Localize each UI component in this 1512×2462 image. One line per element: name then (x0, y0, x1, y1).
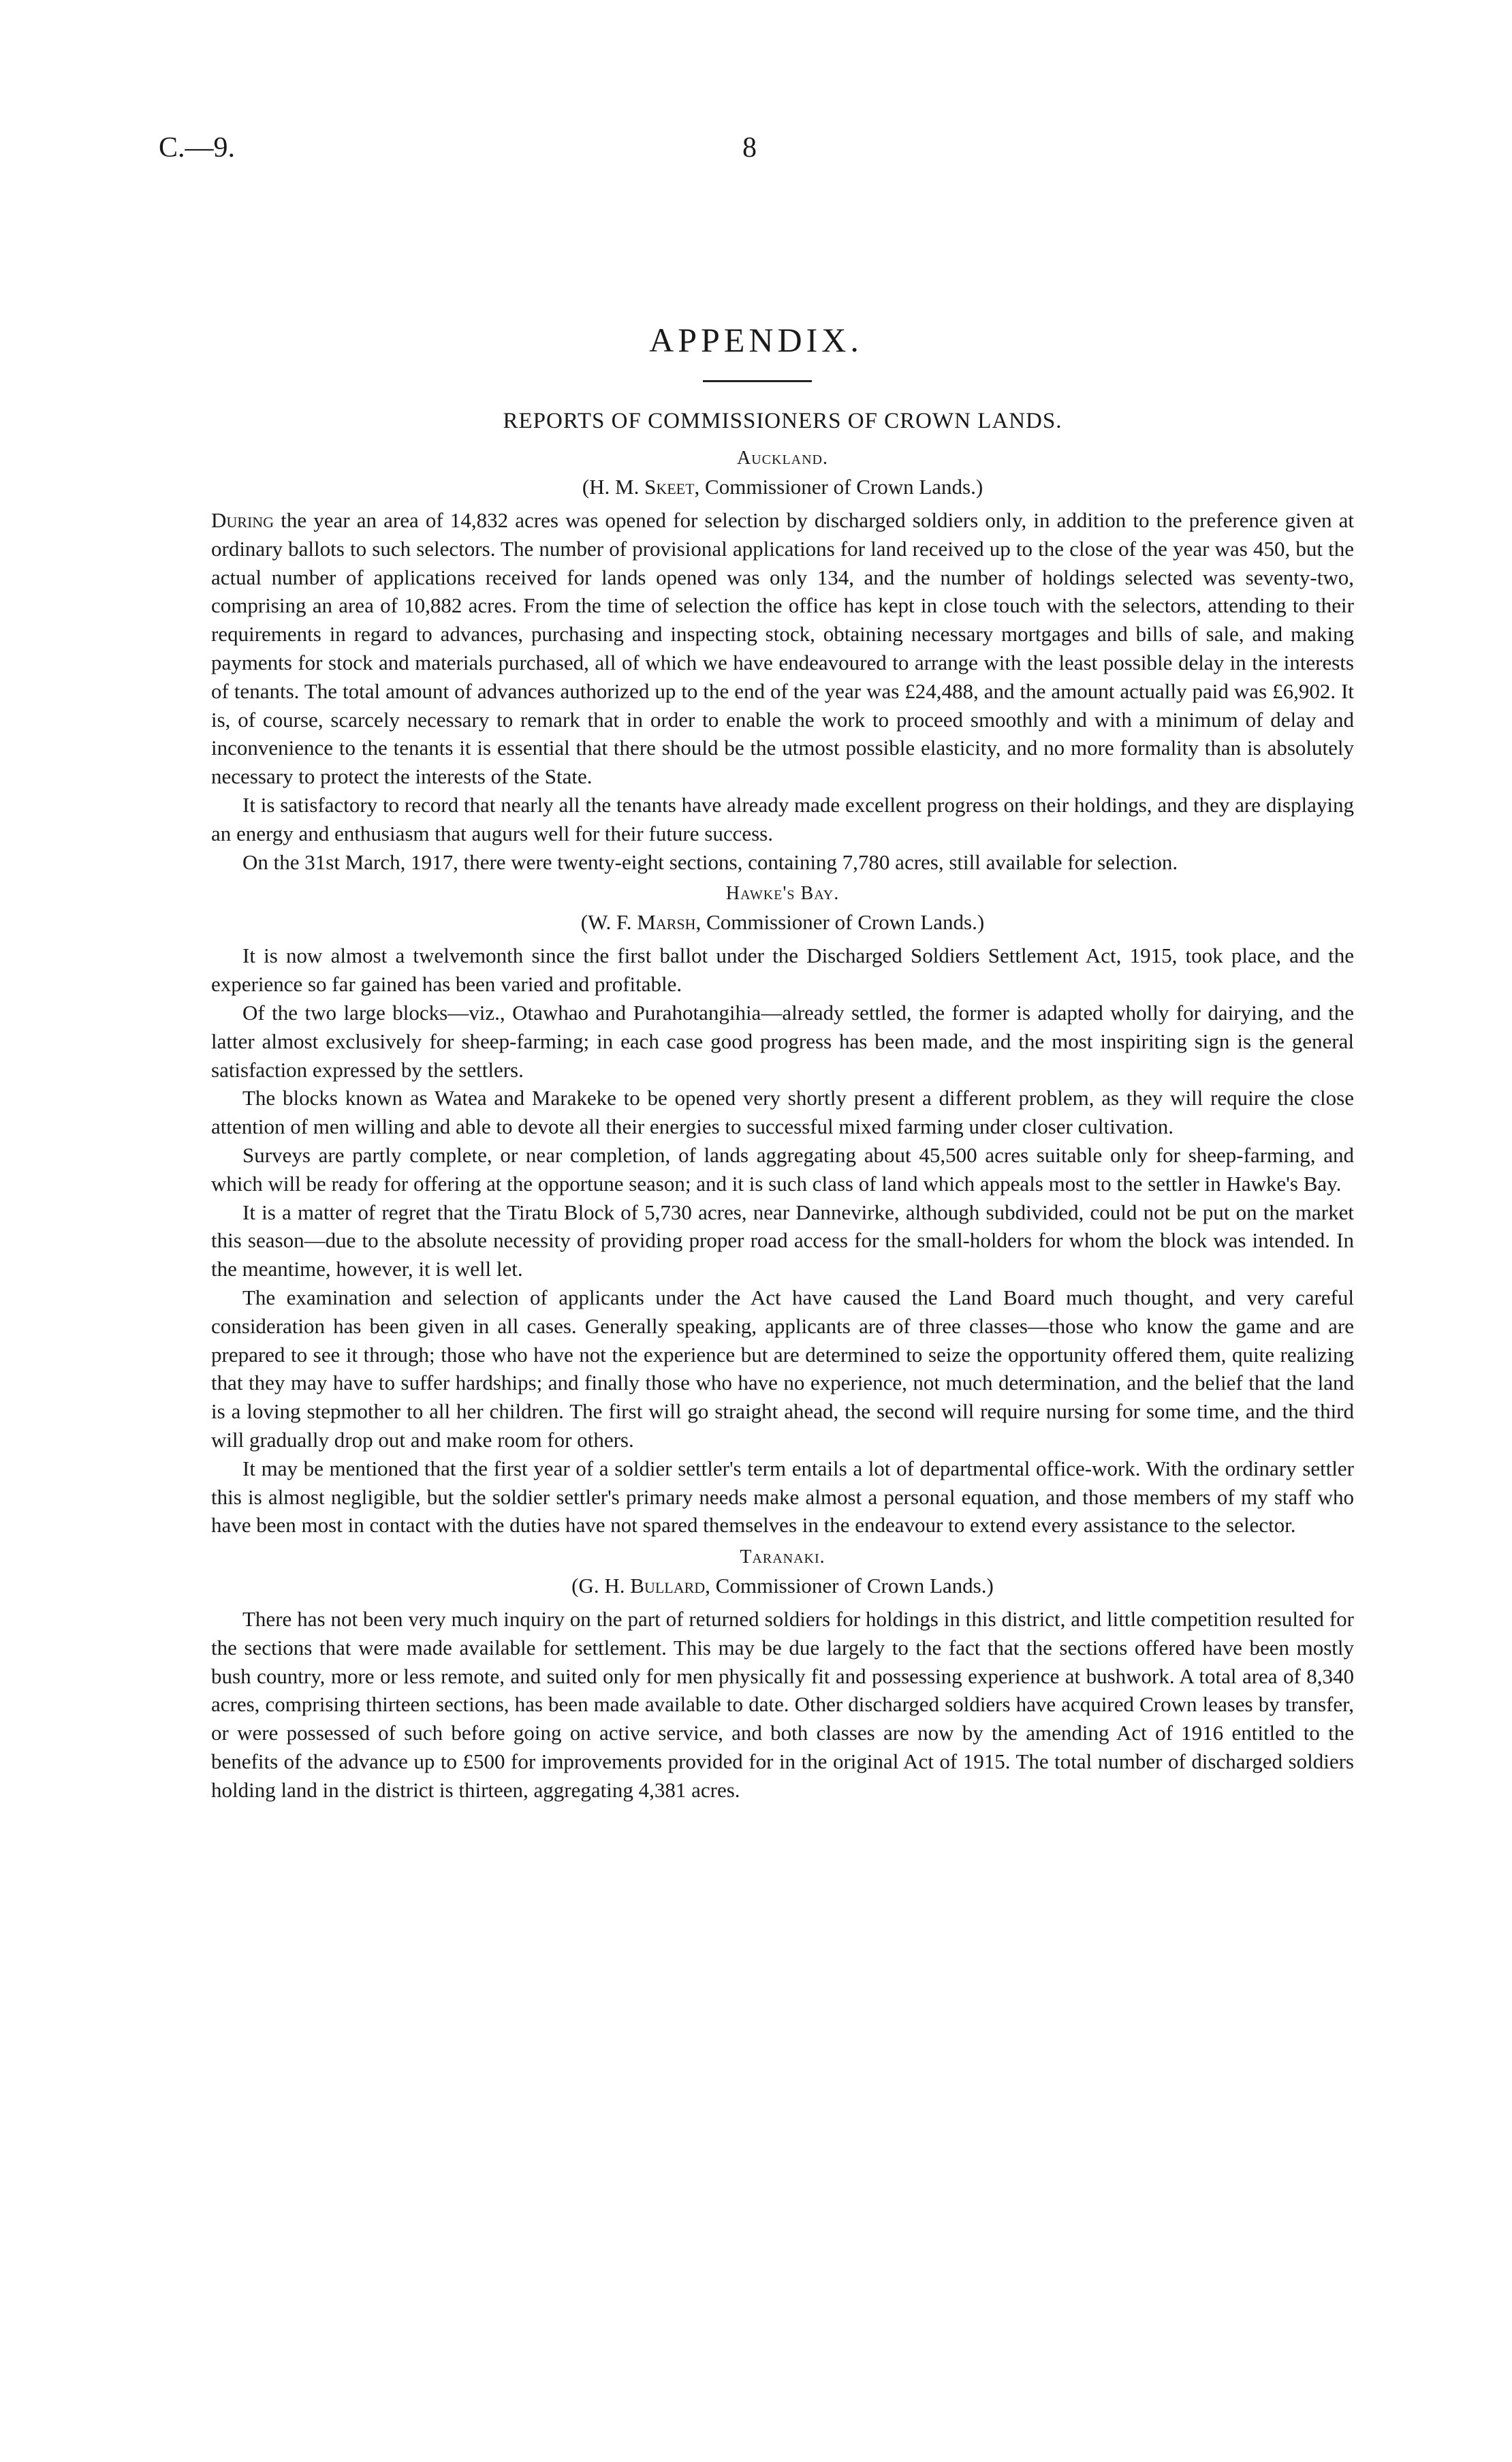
commissioner-prefix: (G. H. (571, 1574, 631, 1598)
commissioner-name: Marsh (637, 910, 696, 935)
paragraph: It is now almost a twelvemonth since the first ballot under the Discharged Soldiers Settlement Act, 1915, took place, and the experience so far gained has been varied and profitable. (211, 944, 1354, 997)
appendix-title: APPENDIX. (649, 321, 863, 359)
section-hawkes-bay (211, 883, 1354, 1540)
drop-word: During (211, 508, 274, 532)
district-heading: Hawke's Bay. (725, 883, 840, 905)
paragraph: The examination and selection of applicants under the Act have caused the Land Board much thought, and very careful consideration has been given in all cases. Generally speaking, applicants are of three classes—those who know the game and are prepared to see it through; those who have not the experience but are determined to seize the opportunity offered them, quite realizing that they may have to suffer hardships; and finally those who have no experience, not much determination, and the belief that the land is a loving stepmother to all her children. The first will go straight ahead, the second will require nursing for some time, and the third will gradually drop out and make room for others. (211, 1285, 1354, 1452)
commissioner-prefix: (H. M. (582, 475, 645, 499)
district-heading: Taranaki. (740, 1546, 825, 1568)
paragraph: The blocks known as Watea and Marakeke to be opened very shortly present a different problem, as they will require the close attention of men willing and able to devote all their energies to successful mixed farming under closer cultivation. (211, 1086, 1354, 1139)
paragraph: It is satisfactory to record that nearly all the tenants have already made excellent progress on their holdings, and they are displaying an energy and enthusiasm that augurs well for their future success. (211, 792, 1354, 845)
paragraph-text: the year an area of 14,832 acres was opened for selection by discharged soldiers only, in addition to the preference given at ordinary ballots to such selectors. The number of provisional applications for land received up to the close of the year was 450, but the actual number of applications received for lands opened was only 134, and the number of holdings selected was seventy-two, comprising an area of 10,882 acres. From the time of selection the office has kept in close touch with the selectors, attending to their requirements in regard to advances, purchasing and inspecting stock, obtaining necessary mortgages and bills of sale, and making payments for stock and materials purchased, all of which we have endeavoured to arrange with the least possible delay in the interests of tenants. The total amount of advances authorized up to the end of the year was £24,488, and the amount actually paid was £6,902. It is, of course, scarcely necessary to remark that in order to enable the work to proceed smoothly and with a minimum of delay and inconvenience to the tenants it is essential that there should be the utmost possible elasticity, and no more formality than is absolutely necessary to protect the interests of the State. (211, 508, 1354, 789)
page-number: 8 (742, 132, 757, 163)
page-header (0, 131, 1512, 172)
paragraph: Surveys are partly complete, or near completion, of lands aggregating about 45,500 acres suitable only for sheep-farming, and which will be ready for offering at the opportune season; and it is such class of land which appeals most to the settler in Hawke's Bay. (211, 1142, 1354, 1196)
page-body (211, 409, 1354, 1805)
section-taranaki (211, 1546, 1354, 1805)
commissioner-suffix: , Commissioner of Crown Lands.) (705, 1574, 994, 1598)
paragraph: On the 31st March, 1917, there were twenty-eight sections, containing 7,780 acres, still available for selection. (242, 850, 1178, 874)
commissioner-suffix: , Commissioner of Crown Lands.) (695, 910, 985, 935)
commissioner-line (211, 1574, 1354, 1598)
commissioner-name: Bullard (630, 1574, 706, 1598)
paragraph (211, 506, 1354, 791)
paragraph: Of the two large blocks—viz., Otawhao and Purahotangihia—already settled, the former is adapted wholly for dairying, and the latter almost exclusively for sheep-farming; in each case good progress has been made, and the most inspiriting sign is the general satisfaction expressed by the settlers. (211, 1000, 1354, 1082)
title-rule (703, 380, 812, 382)
commissioner-line (211, 910, 1354, 935)
reports-title: REPORTS OF COMMISSIONERS OF CROWN LANDS. (503, 409, 1062, 433)
paragraph: There has not been very much inquiry on the part of returned soldiers for holdings in this district, and little competition resulted for the sections that were made available for settlement. This may be due largely to the fact that the sections offered have been mostly bush country, more or less remote, and suited only for men physically fit and possessing experience at bushwork. A total area of 8,340 acres, comprising thirteen sections, has been made available to date. Other discharged soldiers have acquired Crown leases by transfer, or were possessed of such before going on active service, and both classes are now by the amending Act of 1916 entitled to the benefits of the advance up to £500 for improvements provided for in the original Act of 1915. The total number of discharged soldiers holding land in the district is thirteen, aggregating 4,381 acres. (211, 1607, 1354, 1802)
commissioner-line (211, 475, 1354, 499)
commissioner-name: Skeet (644, 475, 695, 499)
paragraph: It is a matter of regret that the Tiratu Block of 5,730 acres, near Dannevirke, although subdivided, could not be put on the market this season—due to the absolute necessity of providing proper road access for the small-holders for whom the block was intended. In the meantime, however, it is well let. (211, 1200, 1354, 1281)
document-reference: C.—9. (159, 132, 236, 163)
district-heading: Auckland. (737, 448, 828, 469)
commissioner-suffix: , Commissioner of Crown Lands.) (694, 475, 983, 499)
paragraph: It may be mentioned that the first year of a soldier settler's term entails a lot of departmental office-work. With the ordinary settler this is almost negligible, but the soldier settler's primary needs make almost a personal equation, and those members of my staff who have been most in contact with the duties have not spared themselves in the endeavour to extend every assistance to the selector. (211, 1456, 1354, 1538)
commissioner-prefix: (W. F. (580, 910, 637, 935)
section-auckland (211, 448, 1354, 876)
